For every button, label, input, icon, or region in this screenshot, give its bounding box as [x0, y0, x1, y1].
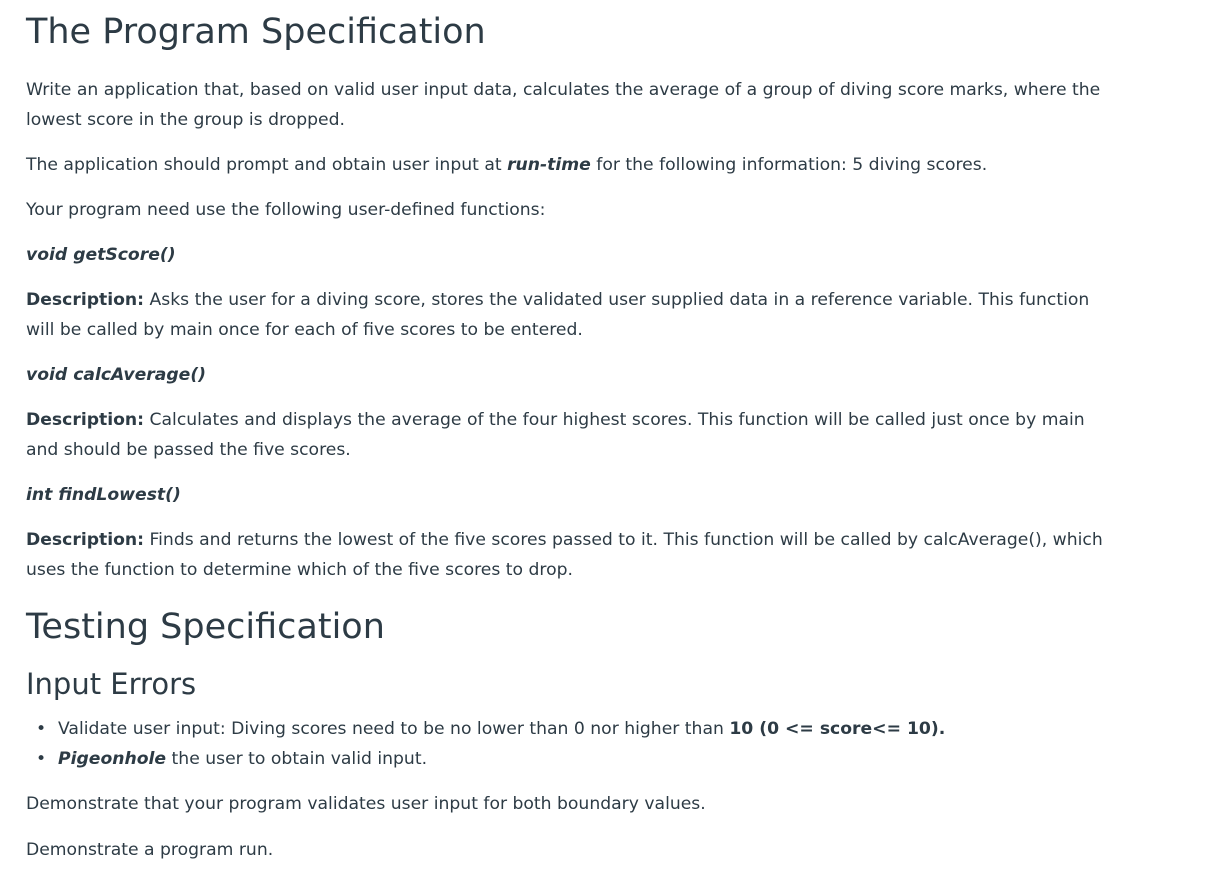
bullet-emphasis: Pigeonhole: [58, 749, 167, 769]
bullet-text: the user to obtain valid input.: [166, 749, 428, 769]
function-signature-calcaverage: void calcAverage(): [26, 365, 207, 385]
function-description-findlowest: [26, 525, 1106, 585]
testing-heading: Testing Specification: [26, 607, 385, 647]
runtime-emphasis: run-time: [507, 155, 591, 175]
runtime-text-before: The application should prompt and obtain user input at: [26, 155, 508, 175]
description-label: Description:: [26, 290, 145, 310]
input-errors-heading: Input Errors: [26, 667, 197, 701]
bullet-bold-range: 10 (0 <= score<= 10).: [729, 719, 946, 739]
demo-run-paragraph: Demonstrate a program run.: [26, 840, 274, 860]
function-description-getscore: [26, 285, 1106, 345]
runtime-text-after: for the following information: 5 diving scores.: [590, 155, 988, 175]
page-title: The Program Specification: [26, 12, 486, 52]
bullet-icon: •: [36, 749, 47, 769]
description-text: Calculates and displays the average of the four highest scores. This function will be called just once by main and should be passed the five scores.: [26, 410, 1085, 460]
function-signature-findlowest: int findLowest(): [26, 485, 181, 505]
description-text: Asks the user for a diving score, stores the validated user supplied data in a reference variable. This function will be called by main once for each of five scores to be entered.: [26, 290, 1090, 340]
runtime-paragraph: [26, 150, 1106, 180]
description-label: Description:: [26, 410, 145, 430]
input-errors-list: [26, 714, 1106, 774]
functions-intro: Your program need use the following user-defined functions:: [26, 200, 546, 220]
bullet-text: Validate user input: Diving scores need to be no lower than 0 nor higher than: [58, 719, 730, 739]
list-item: [26, 744, 1106, 774]
intro-paragraph: Write an application that, based on valid user input data, calculates the average of a group of diving score marks, where the lowest score in the group is dropped.: [26, 80, 1101, 130]
bullet-icon: •: [36, 719, 47, 739]
demo-boundary-paragraph: Demonstrate that your program validates user input for both boundary values.: [26, 794, 706, 814]
function-signature-getscore: void getScore(): [26, 245, 176, 265]
description-text: Finds and returns the lowest of the five scores passed to it. This function will be called by calcAverage(), which uses the function to determine which of the five scores to drop.: [26, 530, 1103, 580]
list-item: [26, 714, 1106, 744]
description-label: Description:: [26, 530, 145, 550]
function-description-calcaverage: [26, 405, 1106, 465]
